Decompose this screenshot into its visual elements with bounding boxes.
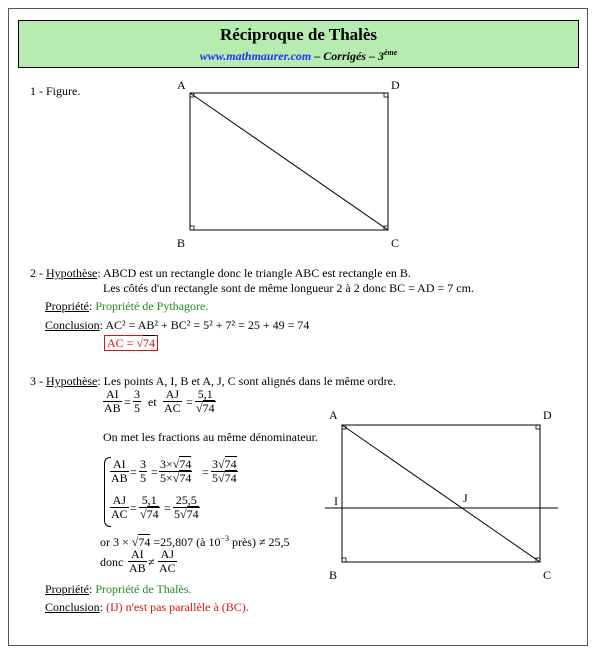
sys1-c-den: 5√74 [212, 471, 237, 485]
figure-2 [320, 415, 565, 575]
frac-ai-ab-den: AB [104, 401, 121, 415]
sys2-b-den: 5√74 [174, 507, 199, 521]
sys1-b-den-rad: 74 [179, 471, 192, 485]
part2-prop-label: Propriété [45, 299, 89, 313]
frac-ai-ab [103, 388, 122, 415]
part1-label: 1 - Figure. [30, 84, 81, 98]
part2-concl-text: : AC² = AB² + BC² = 5² + 7² = 25 + 49 = 74 [99, 318, 310, 332]
sys1-eq-1: = [130, 465, 137, 479]
frac-51-num: 5,1 [195, 388, 216, 402]
part2-hypothesis [30, 266, 411, 280]
frac-51-rad74 [195, 388, 216, 415]
frac-aj-ac-den: AC [164, 401, 181, 415]
part2-result-box: AC = √74 [104, 335, 158, 351]
donc-frac-ai-ab [128, 548, 147, 575]
denominator-text: On met les fractions au même dénominateur. [103, 430, 318, 444]
figure-1 [170, 75, 400, 250]
frac-aj-ac-num: AJ [163, 388, 182, 402]
eq-sign-1: = [124, 395, 131, 409]
sys1-c-num: 3√74 [212, 457, 237, 471]
or-pre: or 3 × [100, 535, 132, 549]
fig1-vertex-d: D [391, 78, 400, 92]
frac-ai-ab-num: AI [103, 388, 122, 402]
sys1-c-num-rad: 74 [224, 457, 237, 471]
sys1-den: AB [111, 471, 128, 485]
frac-rad74-value: 74 [202, 401, 215, 415]
part2-hyp-text: : ABCD est un rectangle donc le triangle ABC est rectangle en B. [97, 266, 411, 280]
donc-ab: AB [129, 561, 146, 575]
fig2-point-i: I [334, 494, 338, 508]
fig1-vertex-a: A [177, 78, 186, 92]
subtitle-dash-1: – [311, 49, 324, 63]
subtitle-level: 3 [377, 49, 384, 63]
sys2-eq-2: = [164, 501, 171, 515]
part3-prop-label: Propriété [45, 582, 89, 596]
sys2-a-den-rad: 74 [146, 507, 159, 521]
part2-prop-text: Propriété de Pythagore. [95, 299, 209, 313]
fig2-vertex-c: C [543, 568, 552, 582]
donc-frac-aj-ac [158, 548, 177, 575]
or-post: =25,807 (à 10 [150, 535, 221, 549]
sys2-a-den: √74 [140, 507, 159, 521]
part2-result [104, 336, 158, 350]
part3-concl-text: (IJ) n'est pas parallèle à (BC). [106, 600, 249, 614]
sys2-frac-aj-ac [110, 494, 129, 521]
page-title: Réciproque de Thalès [219, 25, 378, 44]
fig1-vertex-c: C [391, 236, 400, 250]
page-subtitle [19, 45, 578, 64]
part2-prop-colon: : [89, 299, 96, 313]
sys1-frac-3x-5x [159, 458, 192, 485]
fig2-vertex-d: D [543, 408, 552, 422]
sys1-eq-2: = [151, 465, 158, 479]
subtitle-corriges: Corrigés [323, 49, 366, 63]
sys2-b-num: 25,5 [173, 494, 200, 508]
frac-rad74-den: √74 [196, 401, 215, 415]
part2-concl-label: Conclusion [45, 318, 100, 332]
sys2-eq-1: = [130, 501, 137, 515]
donc-ai: AI [128, 548, 147, 562]
part2-hyp-label: Hypothèse [46, 266, 98, 280]
frac-aj-ac [163, 388, 182, 415]
eq-sign-2: = [186, 395, 193, 409]
sys2-frac-255-5rad74 [173, 494, 200, 521]
sys1-b-num-pre: 3× [160, 457, 173, 471]
sys1-num: AI [110, 458, 129, 472]
part2-result-prefix: AC = [107, 336, 137, 350]
part2-hyp-line2: Les côtés d'un rectangle sont de même longueur 2 à 2 donc BC = AD = 7 cm. [103, 281, 474, 295]
part2-result-rad: 74 [143, 336, 156, 350]
sys1-frac-3-5 [139, 458, 147, 485]
sys1-frac-ai-ab [110, 458, 129, 485]
et-word: et [148, 395, 157, 409]
donc-ac: AC [159, 561, 176, 575]
donc-word: donc [100, 555, 124, 569]
sys2-b-den-pre: 5 [174, 507, 180, 521]
sys1-b-den: 5×√74 [160, 471, 192, 485]
frac-3-5-num: 3 [134, 387, 140, 401]
fig1-vertex-b: B [177, 236, 186, 250]
donc-aj: AJ [158, 548, 177, 562]
or-exp: −3 [220, 534, 229, 543]
or-rad: 74 [138, 535, 151, 549]
part3-prop-text: Propriété de Thalès. [95, 582, 192, 596]
fig2-point-j: J [463, 491, 468, 505]
part3-hyp-text: : Les points A, I, B et A, J, C sont alignés dans le même ordre. [97, 374, 396, 388]
or-end: près) ≠ 25,5 [228, 535, 290, 549]
sys1-eq-3: = [202, 465, 209, 479]
frac-3-5 [133, 388, 141, 415]
part3-number: 3 - [30, 374, 46, 388]
part3-property [45, 582, 191, 596]
sys2-a-num: 5,1 [139, 494, 160, 508]
part2-number: 2 - [30, 266, 46, 280]
sys1-b-num: 3×√74 [160, 457, 192, 471]
part3-conclusion [45, 600, 249, 614]
part3-concl-label: Conclusion [45, 600, 100, 614]
subtitle-dash-2: – [365, 49, 378, 63]
sys1-c-den-pre: 5 [212, 471, 218, 485]
part2-property [45, 299, 208, 313]
sys2-num: AJ [110, 494, 129, 508]
sys1-b-den-pre: 5× [160, 471, 173, 485]
part3-hypothesis [30, 374, 396, 388]
part3-prop-colon: : [89, 582, 96, 596]
part3-hyp-label: Hypothèse [46, 374, 98, 388]
sys2-b-den-rad: 74 [186, 507, 199, 521]
frac-3-5-den: 5 [134, 401, 140, 415]
sys1-b-num-rad: 74 [179, 457, 192, 471]
sys1-a-den: 5 [140, 471, 146, 485]
fig2-vertex-b: B [329, 568, 338, 582]
header-banner [18, 20, 579, 68]
sys1-c-den-rad: 74 [224, 471, 237, 485]
sys2-den: AC [111, 507, 128, 521]
part3-concl-colon: : [99, 600, 107, 614]
sys1-frac-3rad-5rad [211, 458, 238, 485]
sys2-frac-51-rad74 [139, 494, 160, 521]
site-link[interactable]: www.mathmaurer.com [199, 49, 312, 63]
or-line: or 3 × √74 =25,807 (à $10^{-3}$ près) ≠ 25,5 [100, 534, 290, 549]
part2-conclusion [45, 318, 309, 332]
neq-sign: ≠ [148, 555, 155, 569]
sys1-c-num-pre: 3 [212, 457, 218, 471]
sys1-a-num: 3 [140, 457, 146, 471]
fig2-vertex-a: A [329, 408, 338, 422]
subtitle-level-sup: ème [383, 48, 398, 57]
